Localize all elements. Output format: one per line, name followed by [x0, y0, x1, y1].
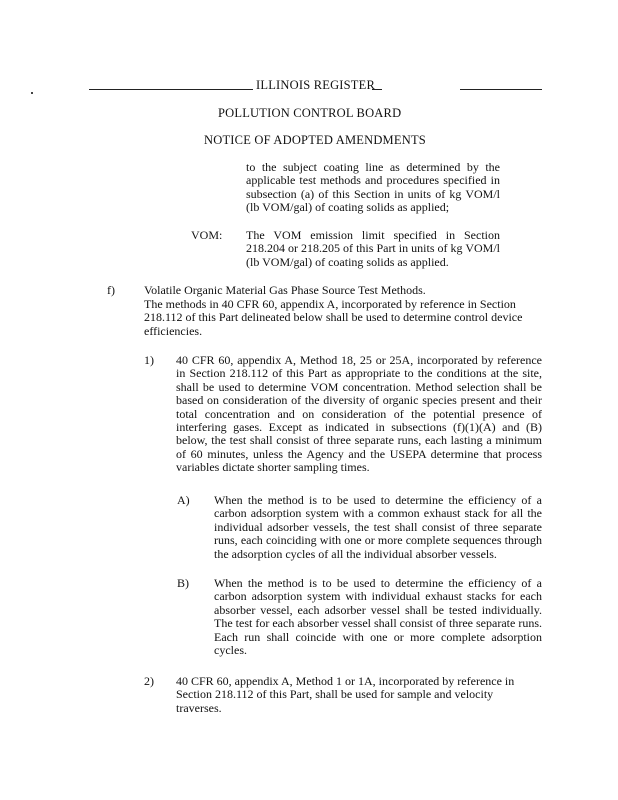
header-rule-right	[460, 89, 542, 90]
item-2-label: 2)	[144, 674, 154, 688]
item-1b-text: When the method is to be used to determine the efficiency of a carbon adsorption system with individual exhaust stacks for each absorber vessel, each adsorber vessel shall be tested individually. The test for each absorber vessel shall consist of three separate runs. Each run shall coincide with one or more complete adsorption cycles.	[214, 576, 542, 658]
board-title: POLLUTION CONTROL BOARD	[218, 106, 402, 120]
item-1-label: 1)	[144, 353, 154, 367]
section-f-title: Volatile Organic Material Gas Phase Source Test Methods.	[144, 283, 426, 297]
item-1a-text: When the method is to be used to determine the efficiency of a carbon adsorption system with a common exhaust stack for all the individual adsorber vessels, the test shall consist of three separate runs, each coinciding with one or more complete sequences through the adsorption cycles of all the individual absorber vessels.	[214, 493, 542, 561]
item-2-text: 40 CFR 60, appendix A, Method 1 or 1A, incorporated by reference in Section 218.112 of this Part, shall be used for sample and velocity traverses.	[176, 674, 515, 715]
header-rule-left	[89, 89, 253, 90]
section-f-text: The methods in 40 CFR 60, appendix A, incorporated by reference in Section 218.112 of this Part delineated below shall be used to determine control device efficiencies.	[144, 297, 523, 338]
page-speck	[31, 92, 33, 94]
section-f-label: f)	[107, 283, 115, 297]
notice-title: NOTICE OF ADOPTED AMENDMENTS	[204, 133, 426, 147]
vom-definition-text: The VOM emission limit specified in Section 218.204 or 218.205 of this Part in units of kg VOM/l (lb VOM/gal) of coating solids as applied.	[246, 228, 500, 269]
continuation-paragraph: to the subject coating line as determined by the applicable test methods and procedures specified in subsection (a) of this Section in units of kg VOM/l (lb VOM/gal) of coating solids as applied;	[246, 160, 500, 215]
item-1a-label: A)	[177, 493, 190, 507]
item-1-text: 40 CFR 60, appendix A, Method 18, 25 or 25A, incorporated by reference in Section 218.112 of this Part as appropriate to the conditions at the site, shall be used to determine VOM concentration. Method selection shall be based on consideration of the diversity of organic species present and their total concentration and on consideration of the potential presence of interfering gases. Except as indicated in subsections (f)(1)(A) and (B) below, the test shall consist of three separate runs, each lasting a minimum of 60 minutes, unless the Agency and the USEPA determine that process variables dictate shorter sampling times.	[176, 353, 542, 475]
vom-term: VOM:	[191, 228, 223, 242]
item-1b-label: B)	[177, 576, 189, 590]
header-rule-middle	[372, 89, 382, 90]
register-title: ILLINOIS REGISTER	[256, 78, 376, 92]
